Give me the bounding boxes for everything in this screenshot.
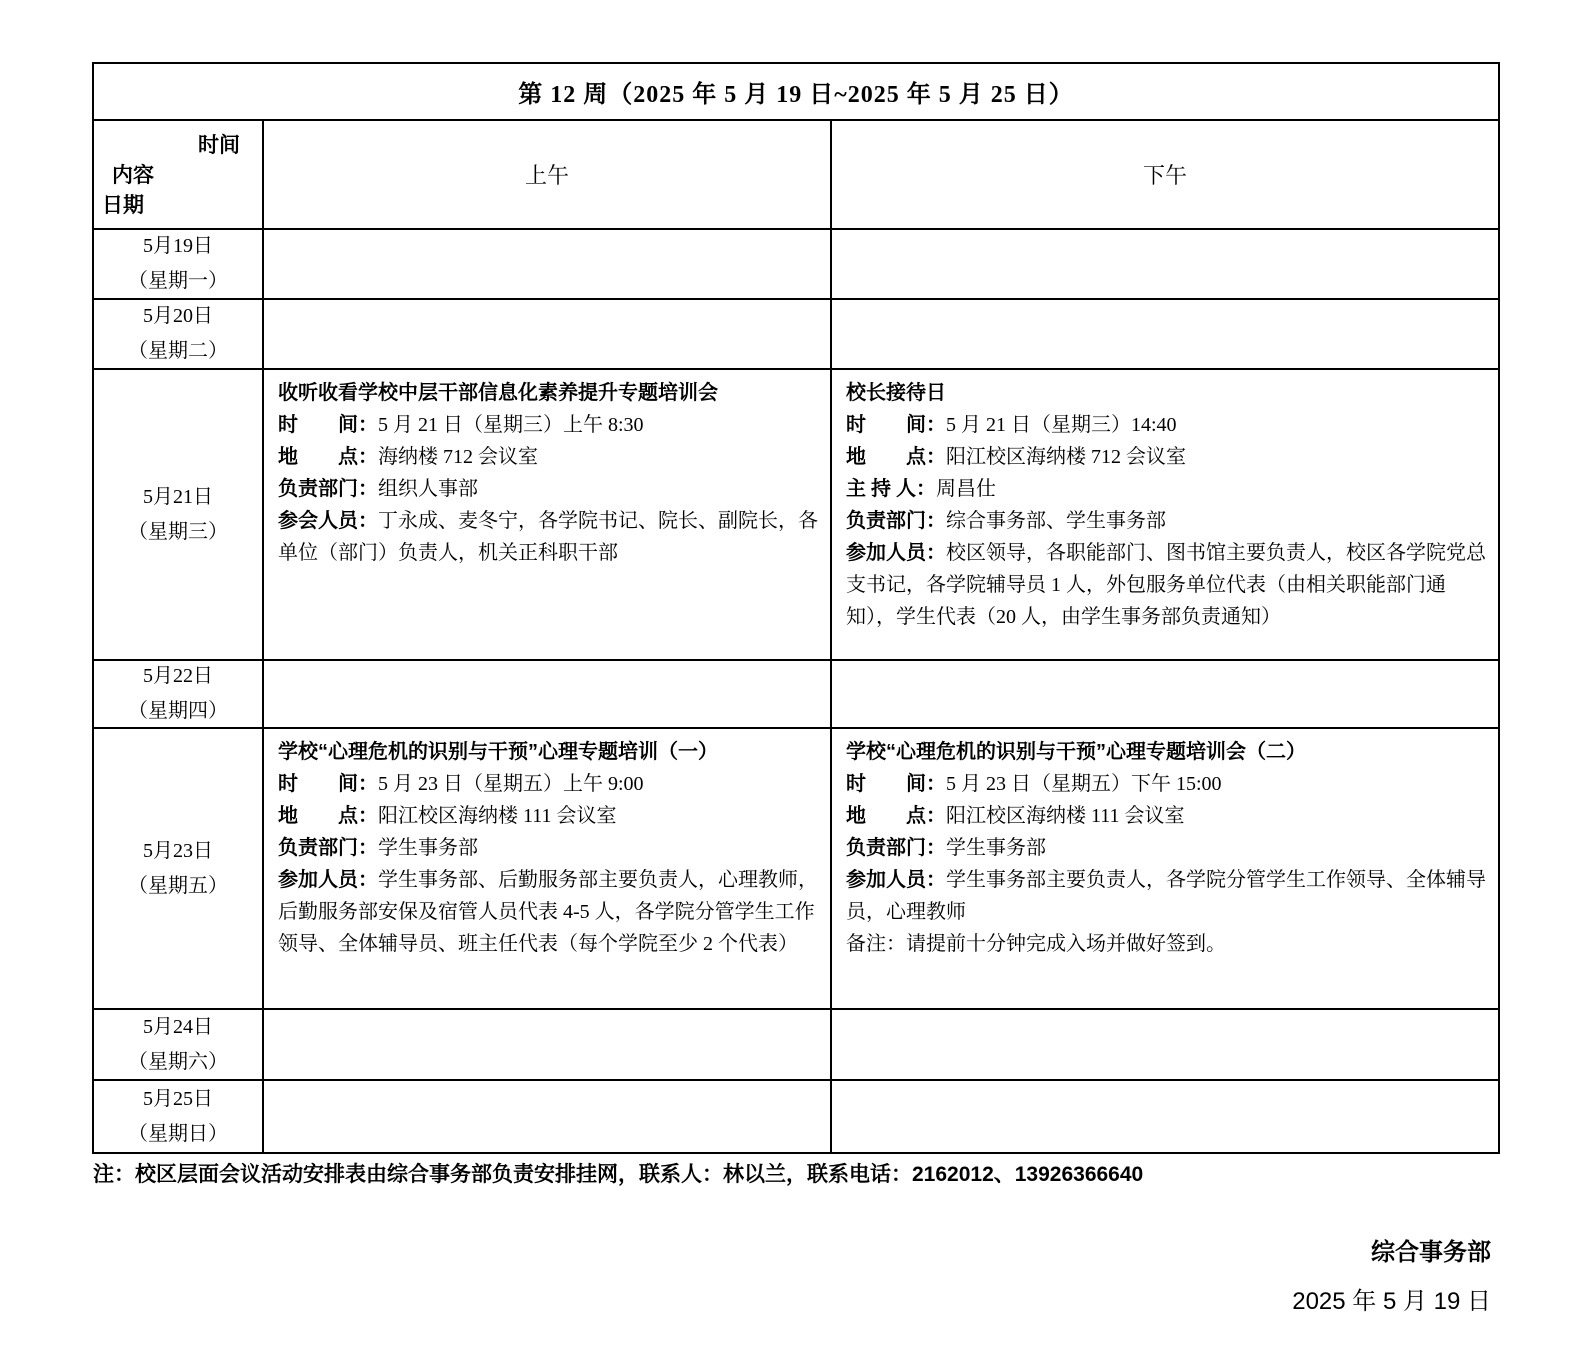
- field-value: 丁永成、麦冬宁，各学院书记、院长、副院长，各单位（部门）负责人，机关正科职干部: [278, 510, 818, 564]
- signature-date: 2025 年 5 月 19 日: [1292, 1288, 1491, 1315]
- field-value: 学生事务部: [946, 837, 1046, 859]
- date-cell-may19: [94, 230, 264, 300]
- field-value: 组织人事部: [378, 478, 478, 500]
- field-value: 5 月 23 日（星期五）下午 15:00: [946, 773, 1222, 795]
- field-label: 负责部门：: [278, 478, 378, 500]
- event-field-time: [846, 768, 1486, 800]
- event-field-attendees: [278, 505, 818, 569]
- event-field-place: [846, 441, 1486, 473]
- field-label: 参加人员：: [278, 869, 378, 891]
- date-cell-may22: [94, 661, 264, 729]
- morning-cell-may21: [264, 370, 832, 661]
- date-text: 5月24日: [143, 1015, 213, 1038]
- weekday-text: （星期二）: [128, 340, 228, 362]
- field-label: 地 点：: [846, 805, 946, 827]
- date-text: 5月25日: [143, 1087, 213, 1110]
- weekday-text: （星期五）: [128, 874, 228, 897]
- field-value: 阳江校区海纳楼 712 会议室: [946, 446, 1186, 468]
- date-text: 5月21日: [143, 485, 213, 508]
- afternoon-cell-may21: [832, 370, 1498, 661]
- corner-date-label: 日期: [102, 194, 144, 217]
- event-field-attendees: [278, 864, 818, 960]
- date-text: 5月19日: [143, 235, 213, 257]
- event-field-time: [846, 409, 1486, 441]
- field-label: 地 点：: [278, 805, 378, 827]
- afternoon-cell-may22: [832, 661, 1498, 729]
- field-label: 时 间：: [278, 773, 378, 795]
- field-value: 学生事务部、后勤服务部主要负责人，心理教师，后勤服务部安保及宿管人员代表 4-5 人，各学院分管学生工作领导、全体辅导员、班主任代表（每个学院至少 2 个代表）: [278, 869, 818, 955]
- signature-block: [1292, 1228, 1491, 1326]
- header-afternoon: 下午: [832, 121, 1498, 230]
- field-label: 时 间：: [278, 414, 378, 436]
- corner-time-label: 时间: [198, 134, 240, 157]
- event-title: 学校“心理危机的识别与干预”心理专题培训（一）: [278, 741, 718, 763]
- event-field-time: [278, 409, 818, 441]
- weekday-text: （星期三）: [128, 520, 228, 543]
- date-cell-may25: [94, 1081, 264, 1152]
- table-title: 第 12 周（2025 年 5 月 19 日~2025 年 5 月 25 日）: [94, 64, 1498, 121]
- date-cell-may23: [94, 729, 264, 1010]
- field-label: 时 间：: [846, 414, 946, 436]
- field-label: 参加人员：: [846, 542, 946, 564]
- weekday-text: （星期一）: [128, 270, 228, 292]
- event-field-host: [846, 473, 1486, 505]
- afternoon-cell-may25: [832, 1081, 1498, 1152]
- event-field-attendees: [846, 537, 1486, 633]
- header-corner: [94, 121, 264, 230]
- field-value: 请提前十分钟完成入场并做好签到。: [906, 933, 1226, 955]
- morning-cell-may24: [264, 1010, 832, 1081]
- corner-content-label: 内容: [112, 164, 154, 187]
- field-value: 阳江校区海纳楼 111 会议室: [946, 805, 1185, 827]
- event-field-place: [846, 800, 1486, 832]
- field-label: 负责部门：: [846, 837, 946, 859]
- date-text: 5月23日: [143, 839, 213, 862]
- event-field-dept: [278, 832, 818, 864]
- event-title: 学校“心理危机的识别与干预”心理专题培训会（二）: [846, 741, 1306, 763]
- event-field-place: [278, 441, 818, 473]
- field-label: 主 持 人：: [846, 478, 936, 500]
- field-label: 参会人员：: [278, 510, 378, 532]
- event-field-place: [278, 800, 818, 832]
- event-field-dept: [846, 505, 1486, 537]
- field-label: 负责部门：: [278, 837, 378, 859]
- date-text: 5月22日: [143, 665, 213, 687]
- field-label: 时 间：: [846, 773, 946, 795]
- weekday-text: （星期日）: [128, 1122, 228, 1145]
- afternoon-cell-may19: [832, 230, 1498, 300]
- event-title: 收听收看学校中层干部信息化素养提升专题培训会: [278, 382, 718, 404]
- field-value: 校区领导，各职能部门、图书馆主要负责人，校区各学院党总支书记，各学院辅导员 1 人，外包服务单位代表（由相关职能部门通知），学生代表（20 人，由学生事务部负责通知）: [846, 542, 1486, 628]
- field-label: 地 点：: [846, 446, 946, 468]
- field-value: 5 月 21 日（星期三）上午 8:30: [378, 414, 644, 436]
- field-value: 周昌仕: [936, 478, 996, 500]
- afternoon-cell-may24: [832, 1010, 1498, 1081]
- field-value: 学生事务部: [378, 837, 478, 859]
- event-title: 校长接待日: [846, 382, 946, 404]
- date-cell-may24: [94, 1010, 264, 1081]
- field-value: 学生事务部主要负责人，各学院分管学生工作领导、全体辅导员，心理教师: [846, 869, 1486, 923]
- date-cell-may21: [94, 370, 264, 661]
- field-label: 负责部门：: [846, 510, 946, 532]
- signature-department: 综合事务部: [1371, 1239, 1491, 1266]
- date-cell-may20: [94, 300, 264, 370]
- field-value: 综合事务部、学生事务部: [946, 510, 1166, 532]
- header-morning: 上午: [264, 121, 832, 230]
- field-value: 5 月 21 日（星期三）14:40: [946, 414, 1177, 436]
- event-field-time: [278, 768, 818, 800]
- afternoon-cell-may23: [832, 729, 1498, 1010]
- field-label: 地 点：: [278, 446, 378, 468]
- footer-note: 注：校区层面会议活动安排表由综合事务部负责安排挂网，联系人：林以兰，联系电话：2162012、13926366640: [93, 1163, 1144, 1186]
- event-field-remark: [846, 928, 1486, 960]
- field-value: 阳江校区海纳楼 111 会议室: [378, 805, 617, 827]
- date-text: 5月20日: [143, 305, 213, 327]
- event-field-dept: [846, 832, 1486, 864]
- weekday-text: （星期六）: [128, 1050, 228, 1073]
- morning-cell-may22: [264, 661, 832, 729]
- weekday-text: （星期四）: [128, 700, 228, 722]
- field-value: 5 月 23 日（星期五）上午 9:00: [378, 773, 644, 795]
- weekly-schedule-table: [92, 62, 1500, 1154]
- morning-cell-may19: [264, 230, 832, 300]
- event-field-attendees: [846, 864, 1486, 928]
- event-field-dept: [278, 473, 818, 505]
- field-label: 备注：: [846, 933, 906, 955]
- field-label: 参加人员：: [846, 869, 946, 891]
- morning-cell-may23: [264, 729, 832, 1010]
- morning-cell-may25: [264, 1081, 832, 1152]
- morning-cell-may20: [264, 300, 832, 370]
- field-value: 海纳楼 712 会议室: [378, 446, 538, 468]
- afternoon-cell-may20: [832, 300, 1498, 370]
